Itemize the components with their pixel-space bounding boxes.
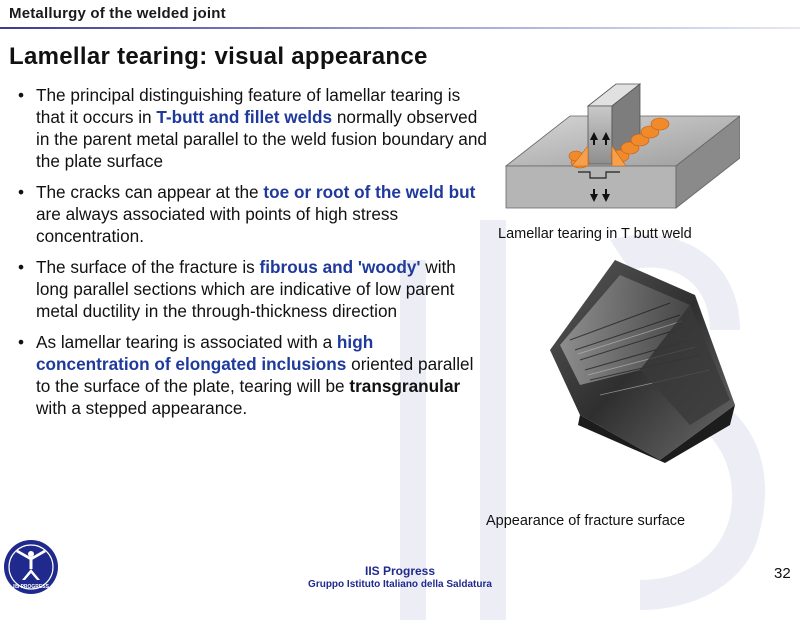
bullet-text-segment: The surface of the fracture is	[36, 257, 260, 277]
page-number: 32	[774, 565, 791, 582]
bullet-list	[18, 84, 488, 428]
bullet-item	[18, 84, 488, 172]
bullet-item	[18, 256, 488, 322]
bullet-text-segment: The cracks can appear at the	[36, 182, 264, 202]
bullet-text-segment: oriented parallel to the surface of the plate, tearing will be	[36, 354, 474, 396]
bullet-marker: •	[18, 182, 25, 202]
bullet-text-segment: The principal distinguishing feature of lamellar tearing is that it occurs in	[36, 85, 461, 127]
bullet-text-segment: As lamellar tearing is associated with a	[36, 332, 337, 352]
bullet-marker: •	[18, 85, 25, 105]
fracture-figure-caption: Appearance of fracture surface	[486, 513, 686, 529]
bullet-text-segment: normally observed in the parent metal parallel to the weld fusion boundary and the plate surface	[36, 107, 487, 171]
header-divider	[0, 27, 800, 29]
footer-organization: IIS Progress	[364, 564, 436, 578]
bullet-text-segment: are always associated with points of high stress concentration.	[36, 204, 399, 246]
bullet-text-segment: toe or root of the weld but	[263, 182, 476, 202]
bullet-marker: •	[18, 332, 25, 352]
bullet-item	[18, 181, 488, 247]
logo-text: IIS PROGRESS	[13, 584, 49, 590]
footer-subtitle: Gruppo Istituto Italiano della Saldatura	[308, 579, 492, 590]
bullet-item	[18, 331, 488, 419]
bullet-text-segment: with long parallel sections which are indicative of low parent metal ductility in the through-thickness direction	[36, 257, 456, 321]
bullet-text-segment: with a stepped appearance.	[36, 398, 248, 418]
tbutt-weld-illustration	[500, 60, 740, 225]
fracture-surface-photo	[540, 255, 745, 465]
bullet-text-segment: fibrous and 'woody'	[259, 257, 421, 277]
bullet-text-segment: T-butt and fillet welds	[156, 107, 333, 127]
tbutt-figure-caption: Lamellar tearing in T butt weld	[498, 226, 692, 242]
bullet-text-segment: high concentration of elongated inclusions	[36, 332, 374, 374]
slide-title: Lamellar tearing: visual appearance	[9, 43, 428, 70]
bullet-marker: •	[18, 257, 25, 277]
header-title: Metallurgy of the welded joint	[9, 5, 226, 22]
bullet-text-segment: transgranular	[349, 376, 461, 396]
